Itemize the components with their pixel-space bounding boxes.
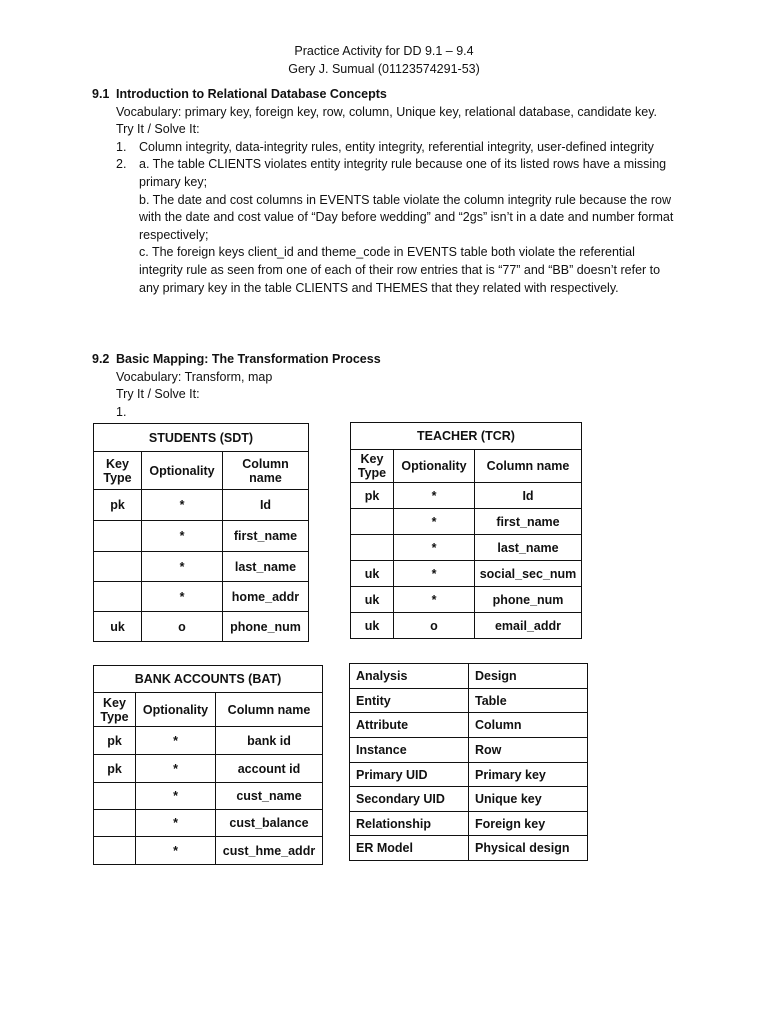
table-row bbox=[94, 783, 323, 810]
table-row bbox=[350, 738, 588, 763]
document-title: Practice Activity for DD 9.1 – 9.4 bbox=[294, 44, 474, 58]
table-row bbox=[94, 582, 309, 612]
table-row bbox=[350, 689, 588, 713]
column-name-cell: account id bbox=[216, 755, 323, 783]
table-row bbox=[351, 535, 582, 561]
design-cell: Row bbox=[469, 738, 588, 763]
key-type-cell: uk bbox=[351, 587, 394, 613]
column-name-cell: home_addr bbox=[223, 582, 309, 612]
table-row bbox=[350, 713, 588, 738]
table-row bbox=[94, 490, 309, 521]
design-cell: Column bbox=[469, 713, 588, 738]
answer-2a: a. The table CLIENTS violates entity integrity rule because one of its listed rows have a missing primary key; bbox=[139, 157, 667, 189]
optionality-cell: o bbox=[142, 612, 223, 642]
column-name-cell: Id bbox=[475, 483, 582, 509]
document-header bbox=[0, 42, 768, 78]
column-header: Column name bbox=[475, 450, 582, 483]
key-type-cell: pk bbox=[94, 490, 142, 521]
document-author: Gery J. Sumual (01123574291-53) bbox=[288, 62, 480, 76]
students-table bbox=[93, 423, 309, 642]
table-row bbox=[94, 837, 323, 865]
section-heading bbox=[92, 86, 682, 104]
column-name-cell: phone_num bbox=[223, 612, 309, 642]
table-row bbox=[94, 612, 309, 642]
table-row bbox=[350, 836, 588, 861]
column-name-cell: last_name bbox=[475, 535, 582, 561]
try-it-label: Try It / Solve It: bbox=[116, 387, 200, 402]
optionality-cell: * bbox=[136, 837, 216, 865]
bank-accounts-table bbox=[93, 665, 323, 865]
table-row bbox=[350, 763, 588, 787]
column-name-cell: cust_hme_addr bbox=[216, 837, 323, 865]
optionality-cell: * bbox=[394, 509, 475, 535]
section-9-2 bbox=[92, 351, 682, 421]
column-header: Optionality bbox=[136, 693, 216, 727]
list-number: 1. bbox=[116, 404, 127, 419]
key-type-cell: pk bbox=[351, 483, 394, 509]
optionality-cell: * bbox=[394, 561, 475, 587]
optionality-cell: * bbox=[142, 521, 223, 552]
column-header: Key Type bbox=[351, 450, 394, 483]
table-row bbox=[350, 664, 588, 689]
vocabulary: Vocabulary: primary key, foreign key, row, column, Unique key, relational database, candidate key. bbox=[116, 104, 658, 119]
optionality-cell: * bbox=[142, 490, 223, 521]
optionality-cell: * bbox=[394, 587, 475, 613]
column-name-cell: email_addr bbox=[475, 613, 582, 639]
optionality-cell: * bbox=[136, 755, 216, 783]
key-type-cell bbox=[351, 535, 394, 561]
design-cell: Physical design bbox=[469, 836, 588, 861]
column-header: Column name bbox=[223, 452, 309, 490]
key-type-cell: uk bbox=[351, 561, 394, 587]
column-header: Key Type bbox=[94, 452, 142, 490]
list-number: 2. bbox=[116, 157, 127, 172]
teacher-table bbox=[350, 422, 582, 639]
table-row bbox=[350, 812, 588, 836]
section-heading bbox=[92, 351, 682, 369]
section-title: Basic Mapping: The Transformation Process bbox=[116, 352, 381, 366]
design-cell: Table bbox=[469, 689, 588, 713]
key-type-cell bbox=[94, 837, 136, 865]
column-header: Column name bbox=[216, 693, 323, 727]
column-header: Key Type bbox=[94, 693, 136, 727]
optionality-cell: * bbox=[394, 483, 475, 509]
design-cell: Primary key bbox=[469, 763, 588, 787]
column-name-cell: bank id bbox=[216, 727, 323, 755]
key-type-cell: pk bbox=[94, 727, 136, 755]
optionality-cell: * bbox=[142, 582, 223, 612]
answer-2c: c. The foreign keys client_id and theme_code in EVENTS table both violate the referential integrity rule as seen from one of each of their row entries that is “77” and “BB” doesn’t refer to any primary key in the table CLIENTS and THEMES that they related with respectively. bbox=[139, 245, 661, 295]
analysis-cell: Entity bbox=[350, 689, 469, 713]
column-name-cell: first_name bbox=[223, 521, 309, 552]
table-title: TEACHER (TCR) bbox=[351, 423, 582, 450]
column-name-cell: Id bbox=[223, 490, 309, 521]
section-title: Introduction to Relational Database Concepts bbox=[116, 87, 387, 101]
table-title: STUDENTS (SDT) bbox=[94, 424, 309, 452]
section-number: 9.2 bbox=[92, 352, 110, 366]
column-name-cell: social_sec_num bbox=[475, 561, 582, 587]
column-name-cell: cust_name bbox=[216, 783, 323, 810]
optionality-cell: * bbox=[142, 552, 223, 582]
key-type-cell bbox=[94, 783, 136, 810]
analysis-cell: Relationship bbox=[350, 812, 469, 836]
list-item bbox=[116, 139, 682, 157]
table-row bbox=[350, 787, 588, 812]
analysis-cell: Secondary UID bbox=[350, 787, 469, 812]
column-name-cell: last_name bbox=[223, 552, 309, 582]
key-type-cell bbox=[94, 810, 136, 837]
column-header: Optionality bbox=[142, 452, 223, 490]
optionality-cell: * bbox=[394, 535, 475, 561]
table-row bbox=[94, 755, 323, 783]
list-item bbox=[116, 156, 682, 297]
optionality-cell: o bbox=[394, 613, 475, 639]
analysis-cell: ER Model bbox=[350, 836, 469, 861]
key-type-cell bbox=[94, 521, 142, 552]
table-row bbox=[94, 727, 323, 755]
table-row bbox=[351, 613, 582, 639]
try-it-label: Try It / Solve It: bbox=[116, 122, 200, 137]
column-name-cell: phone_num bbox=[475, 587, 582, 613]
table-row bbox=[351, 509, 582, 535]
section-number: 9.1 bbox=[92, 87, 110, 101]
table-row bbox=[94, 552, 309, 582]
column-name-cell: cust_balance bbox=[216, 810, 323, 837]
analysis-cell: Primary UID bbox=[350, 763, 469, 787]
analysis-design-table bbox=[349, 663, 588, 861]
key-type-cell: uk bbox=[351, 613, 394, 639]
optionality-cell: * bbox=[136, 810, 216, 837]
design-cell: Foreign key bbox=[469, 812, 588, 836]
table-title: BANK ACCOUNTS (BAT) bbox=[94, 666, 323, 693]
table-row bbox=[351, 587, 582, 613]
key-type-cell bbox=[94, 552, 142, 582]
analysis-cell: Analysis bbox=[350, 664, 469, 689]
answer-2b: b. The date and cost columns in EVENTS table violate the column integrity rule because the row with the date and cost value of “Day before wedding” and “2gs” isn’t in a date and number format respectively; bbox=[139, 192, 674, 242]
optionality-cell: * bbox=[136, 783, 216, 810]
key-type-cell bbox=[94, 582, 142, 612]
key-type-cell bbox=[351, 509, 394, 535]
analysis-cell: Instance bbox=[350, 738, 469, 763]
column-header: Optionality bbox=[394, 450, 475, 483]
design-cell: Design bbox=[469, 664, 588, 689]
table-row bbox=[351, 561, 582, 587]
table-row bbox=[94, 810, 323, 837]
design-cell: Unique key bbox=[469, 787, 588, 812]
optionality-cell: * bbox=[136, 727, 216, 755]
section-9-1 bbox=[92, 86, 682, 297]
vocabulary: Vocabulary: Transform, map bbox=[116, 369, 273, 384]
table-row bbox=[94, 521, 309, 552]
answer-1: Column integrity, data-integrity rules, entity integrity, referential integrity, user-defined integrity bbox=[139, 139, 654, 154]
analysis-cell: Attribute bbox=[350, 713, 469, 738]
key-type-cell: pk bbox=[94, 755, 136, 783]
table-row bbox=[351, 483, 582, 509]
key-type-cell: uk bbox=[94, 612, 142, 642]
list-number: 1. bbox=[116, 139, 127, 154]
column-name-cell: first_name bbox=[475, 509, 582, 535]
answer-list bbox=[92, 139, 682, 297]
